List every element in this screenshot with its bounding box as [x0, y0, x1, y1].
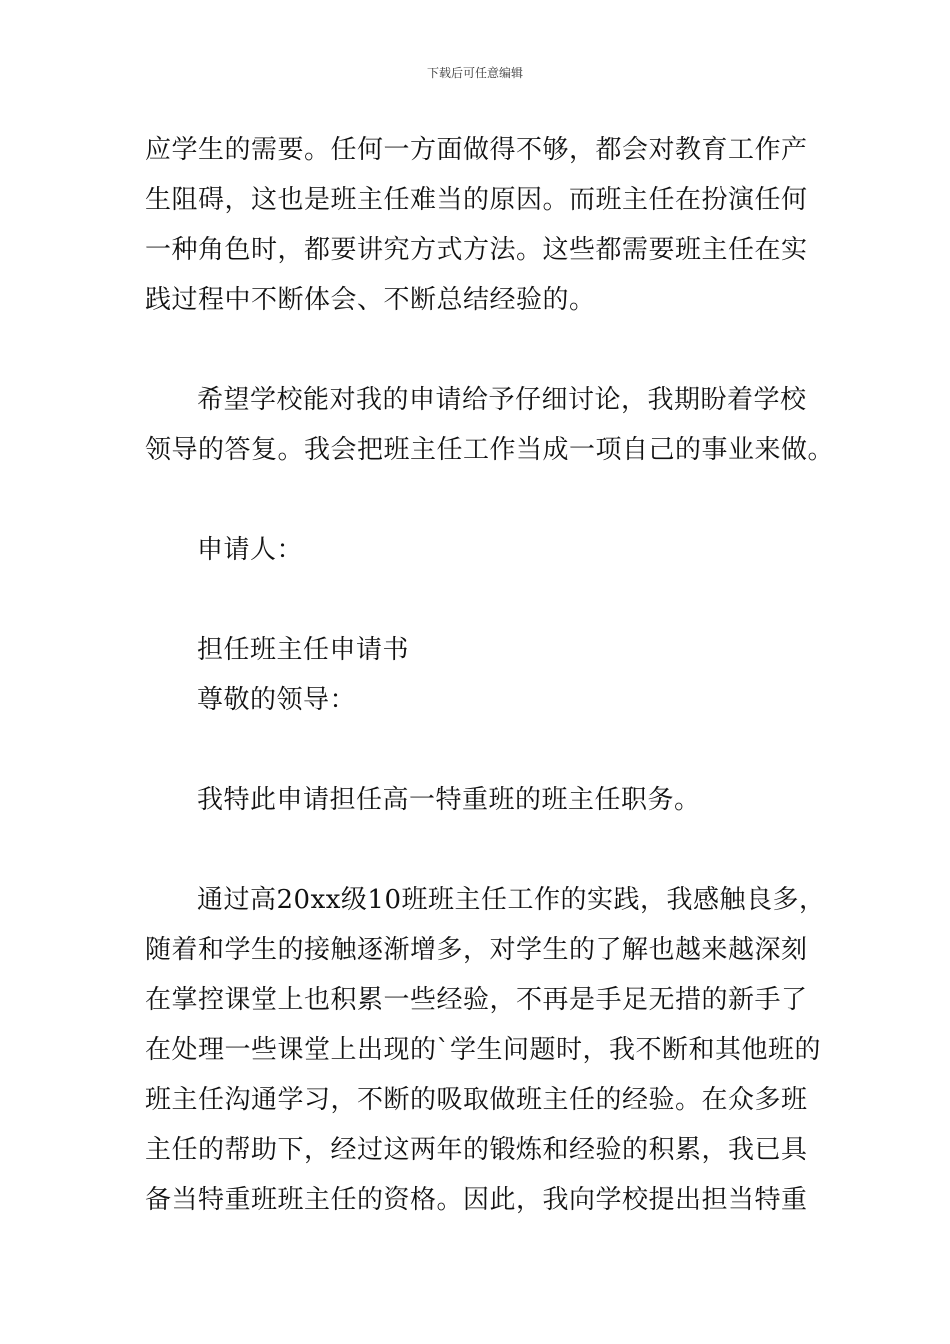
text-line: 主任的帮助下，经过这两年的锻炼和经验的积累，我已具 — [145, 1135, 808, 1165]
document-body — [145, 125, 835, 1225]
paragraph-gap — [145, 325, 810, 375]
text-line: 通过高20xx级10班班主任工作的实践，我感触良多， — [197, 885, 826, 915]
text-line: 班主任沟通学习，不断的吸取做班主任的经验。在众多班 — [145, 1085, 808, 1115]
paragraph-gap — [145, 725, 810, 775]
salutation: 尊敬的领导： — [197, 685, 357, 715]
paragraph-gap — [145, 475, 810, 525]
text-line: 希望学校能对我的申请给予仔细讨论，我期盼着学校 — [197, 385, 807, 415]
paragraph-gap — [145, 575, 810, 625]
text-line: 生阻碍，这也是班主任难当的原因。而班主任在扮演任何 — [145, 185, 808, 215]
text-line: 我特此申请担任高一特重班的班主任职务。 — [197, 785, 701, 815]
paragraph-gap — [145, 825, 810, 875]
text-line: 领导的答复。我会把班主任工作当成一项自己的事业来做。 — [145, 435, 835, 465]
applicant-label: 申请人： — [197, 535, 304, 565]
text-line: 备当特重班班主任的资格。因此，我向学校提出担当特重 — [145, 1185, 808, 1215]
text-line: 一种角色时，都要讲究方式方法。这些都需要班主任在实 — [145, 235, 808, 265]
text-line: 应学生的需要。任何一方面做得不够，都会对教育工作产 — [145, 135, 808, 165]
letter-title: 担任班主任申请书 — [197, 635, 410, 665]
text-line: 随着和学生的接触逐渐增多，对学生的了解也越来越深刻 — [145, 935, 808, 965]
text-line: 践过程中不断体会、不断总结经验的。 — [145, 285, 596, 315]
text-line: 在处理一些课堂上出现的`学生问题时，我不断和其他班的 — [145, 1035, 822, 1065]
text-line: 在掌控课堂上也积累一些经验，不再是手足无措的新手了 — [145, 985, 808, 1015]
page-header: 下载后可任意编辑 — [426, 66, 523, 80]
